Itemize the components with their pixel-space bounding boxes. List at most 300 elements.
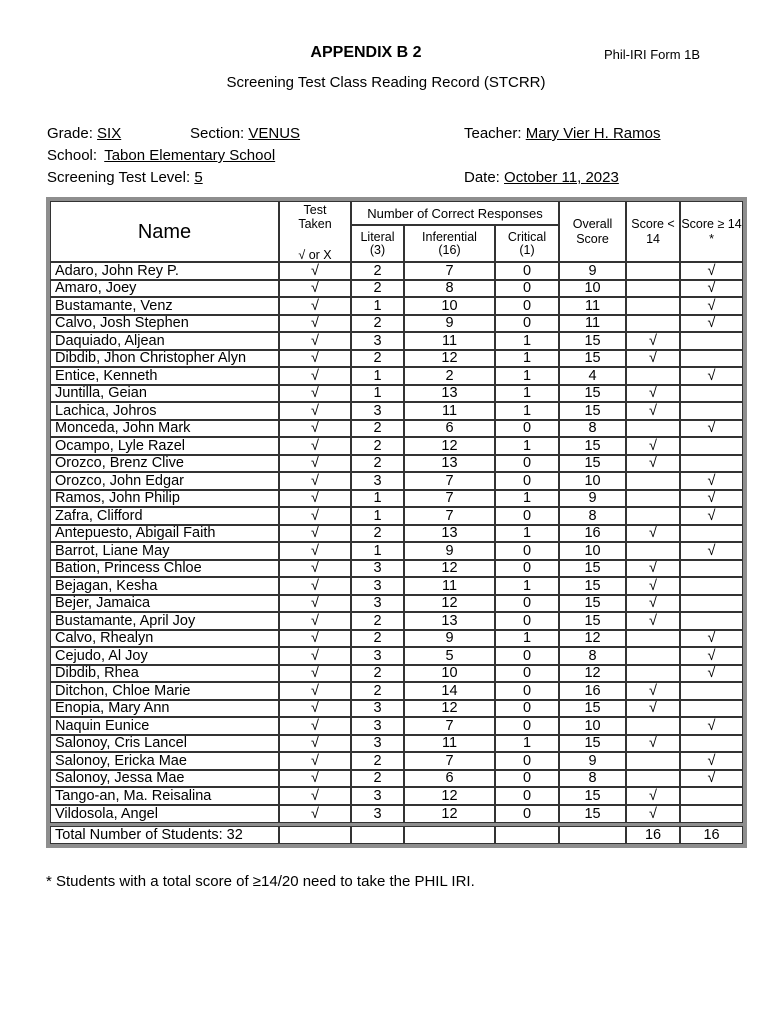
14-or-above-mark: √ [680, 490, 743, 508]
overall-score: 11 [559, 297, 626, 315]
critical-score: 0 [495, 595, 559, 613]
critical-score: 0 [495, 717, 559, 735]
reading-record-table-frame [46, 197, 747, 848]
table-row [50, 332, 743, 350]
table-row [50, 437, 743, 455]
below-14-mark: √ [626, 350, 680, 368]
overall-score: 15 [559, 455, 626, 473]
student-name: Antepuesto, Abigail Faith [50, 525, 279, 543]
below-14-mark [626, 280, 680, 298]
overall-score: 8 [559, 420, 626, 438]
overall-score-column-header: Overall Score [559, 201, 626, 262]
school-field [47, 147, 275, 164]
test-taken-mark: √ [279, 280, 351, 298]
literal-score: 2 [351, 262, 404, 280]
overall-score: 15 [559, 805, 626, 823]
inferential-score: 13 [404, 455, 495, 473]
below-14-mark: √ [626, 682, 680, 700]
14-or-above-mark: √ [680, 770, 743, 788]
literal-score: 3 [351, 700, 404, 718]
inferential-score: 9 [404, 315, 495, 333]
inferential-score: 10 [404, 665, 495, 683]
overall-score: 9 [559, 752, 626, 770]
table-row [50, 367, 743, 385]
inferential-max: (16) [438, 242, 461, 257]
level-label: Screening Test Level: [47, 169, 191, 186]
student-name: Bejagan, Kesha [50, 577, 279, 595]
table-row [50, 612, 743, 630]
below-14-mark [626, 420, 680, 438]
student-name: Orozco, John Edgar [50, 472, 279, 490]
critical-score: 0 [495, 542, 559, 560]
test-taken-mark: √ [279, 507, 351, 525]
inferential-score: 11 [404, 577, 495, 595]
total-students-label: Total Number of Students: 32 [50, 826, 279, 844]
overall-score: 9 [559, 262, 626, 280]
test-taken-mark: √ [279, 385, 351, 403]
test-taken-mark: √ [279, 525, 351, 543]
inferential-score: 10 [404, 297, 495, 315]
overall-score: 8 [559, 770, 626, 788]
section-label: Section: [190, 125, 245, 142]
test-taken-mark: √ [279, 332, 351, 350]
test-taken-mark: √ [279, 402, 351, 420]
test-taken-mark: √ [279, 770, 351, 788]
literal-column-header [351, 225, 404, 262]
inferential-score: 12 [404, 350, 495, 368]
critical-score: 0 [495, 560, 559, 578]
student-name: Amaro, Joey [50, 280, 279, 298]
literal-score: 1 [351, 542, 404, 560]
table-row [50, 560, 743, 578]
critical-score: 1 [495, 332, 559, 350]
total-cell-blank [495, 826, 559, 844]
14-or-above-mark: √ [680, 665, 743, 683]
below-14-mark [626, 315, 680, 333]
overall-score: 15 [559, 332, 626, 350]
14-or-above-mark [680, 612, 743, 630]
14-or-above-mark [680, 350, 743, 368]
below-14-mark [626, 472, 680, 490]
below-14-mark [626, 262, 680, 280]
literal-score: 2 [351, 752, 404, 770]
inferential-score: 8 [404, 280, 495, 298]
critical-score: 0 [495, 262, 559, 280]
critical-score: 0 [495, 787, 559, 805]
inferential-score: 7 [404, 472, 495, 490]
inferential-score: 7 [404, 490, 495, 508]
inferential-score: 14 [404, 682, 495, 700]
section-value: VENUS [248, 125, 301, 142]
student-name: Zafra, Clifford [50, 507, 279, 525]
student-name: Salonoy, Ericka Mae [50, 752, 279, 770]
below-14-mark: √ [626, 402, 680, 420]
table-row [50, 280, 743, 298]
table-row [50, 490, 743, 508]
overall-score: 15 [559, 402, 626, 420]
below-14-mark: √ [626, 577, 680, 595]
table-row [50, 507, 743, 525]
critical-score: 1 [495, 525, 559, 543]
below-14-mark [626, 717, 680, 735]
student-name: Bation, Princess Chloe [50, 560, 279, 578]
table-row [50, 385, 743, 403]
table-row [50, 542, 743, 560]
table-row [50, 577, 743, 595]
student-name: Juntilla, Geian [50, 385, 279, 403]
test-taken-mark: √ [279, 367, 351, 385]
literal-score: 3 [351, 560, 404, 578]
student-name: Entice, Kenneth [50, 367, 279, 385]
literal-score: 1 [351, 297, 404, 315]
14-or-above-mark: √ [680, 315, 743, 333]
14-or-above-mark [680, 560, 743, 578]
below-14-mark: √ [626, 455, 680, 473]
inferential-score: 12 [404, 787, 495, 805]
overall-score: 10 [559, 717, 626, 735]
test-taken-mark: √ [279, 630, 351, 648]
14-or-above-mark: √ [680, 280, 743, 298]
school-label: School: [47, 147, 98, 164]
reading-record-table [50, 201, 743, 844]
literal-score: 1 [351, 507, 404, 525]
student-name: Monceda, John Mark [50, 420, 279, 438]
table-row [50, 297, 743, 315]
below-14-mark: √ [626, 525, 680, 543]
test-taken-mark: √ [279, 700, 351, 718]
total-cell-blank [351, 826, 404, 844]
test-taken-mark: √ [279, 262, 351, 280]
overall-score: 9 [559, 490, 626, 508]
table-row [50, 665, 743, 683]
below-14-mark [626, 665, 680, 683]
test-taken-mark: √ [279, 420, 351, 438]
table-row [50, 262, 743, 280]
critical-score: 1 [495, 735, 559, 753]
test-taken-mark: √ [279, 490, 351, 508]
literal-score: 2 [351, 770, 404, 788]
table-row [50, 420, 743, 438]
table-row [50, 717, 743, 735]
critical-score: 0 [495, 612, 559, 630]
overall-score: 15 [559, 612, 626, 630]
test-taken-mark: √ [279, 665, 351, 683]
inferential-score: 11 [404, 332, 495, 350]
critical-column-header [495, 225, 559, 262]
inferential-score: 12 [404, 595, 495, 613]
overall-score: 10 [559, 280, 626, 298]
inferential-label: Inferential [422, 230, 477, 244]
table-row [50, 787, 743, 805]
test-taken-mark: √ [279, 350, 351, 368]
date-label: Date: [464, 169, 500, 186]
date-value: October 11, 2023 [504, 169, 619, 186]
grade-field [47, 125, 121, 142]
14-or-above-mark [680, 455, 743, 473]
table-row [50, 770, 743, 788]
table-row [50, 525, 743, 543]
student-name: Orozco, Brenz Clive [50, 455, 279, 473]
inferential-score: 7 [404, 262, 495, 280]
literal-score: 2 [351, 280, 404, 298]
inferential-score: 11 [404, 402, 495, 420]
below-14-mark [626, 490, 680, 508]
14-or-above-mark: √ [680, 647, 743, 665]
critical-score: 0 [495, 647, 559, 665]
14-or-above-mark: √ [680, 367, 743, 385]
literal-score: 2 [351, 315, 404, 333]
critical-score: 0 [495, 420, 559, 438]
inferential-score: 12 [404, 805, 495, 823]
inferential-score: 12 [404, 560, 495, 578]
test-taken-mark: √ [279, 437, 351, 455]
inferential-score: 2 [404, 367, 495, 385]
below-14-mark: √ [626, 332, 680, 350]
overall-score: 12 [559, 630, 626, 648]
14-or-above-mark [680, 577, 743, 595]
inferential-score: 7 [404, 752, 495, 770]
literal-score: 1 [351, 385, 404, 403]
critical-score: 0 [495, 665, 559, 683]
page-title: APPENDIX B 2 [310, 44, 422, 61]
table-row [50, 700, 743, 718]
critical-score: 0 [495, 507, 559, 525]
critical-score: 0 [495, 770, 559, 788]
total-below-14: 16 [626, 826, 680, 844]
table-row [50, 350, 743, 368]
literal-score: 2 [351, 612, 404, 630]
14-or-above-mark [680, 402, 743, 420]
inferential-score: 5 [404, 647, 495, 665]
critical-score: 0 [495, 280, 559, 298]
critical-score: 0 [495, 472, 559, 490]
page-subtitle: Screening Test Class Reading Record (STCRR) [226, 74, 546, 91]
table-row [50, 595, 743, 613]
total-row [50, 826, 743, 844]
overall-score: 11 [559, 315, 626, 333]
below-14-mark [626, 542, 680, 560]
overall-score: 15 [559, 700, 626, 718]
overall-score: 16 [559, 682, 626, 700]
overall-score: 15 [559, 787, 626, 805]
score-14-or-above-column-header: Score ≥ 14 * [680, 201, 743, 262]
level-value: 5 [194, 169, 203, 186]
inferential-score: 12 [404, 437, 495, 455]
critical-score: 1 [495, 577, 559, 595]
table-row [50, 647, 743, 665]
student-name: Lachica, Johros [50, 402, 279, 420]
student-name: Tango-an, Ma. Reisalina [50, 787, 279, 805]
test-taken-mark-legend: √ or X [298, 247, 332, 262]
inferential-score: 13 [404, 385, 495, 403]
critical-max: (1) [519, 242, 535, 257]
14-or-above-mark: √ [680, 717, 743, 735]
literal-score: 2 [351, 455, 404, 473]
test-taken-mark: √ [279, 577, 351, 595]
test-taken-mark: √ [279, 455, 351, 473]
inferential-score: 6 [404, 770, 495, 788]
14-or-above-mark: √ [680, 630, 743, 648]
overall-score: 10 [559, 472, 626, 490]
14-or-above-mark: √ [680, 542, 743, 560]
literal-score: 3 [351, 805, 404, 823]
overall-score: 15 [559, 577, 626, 595]
literal-score: 2 [351, 630, 404, 648]
14-or-above-mark [680, 332, 743, 350]
14-or-above-mark: √ [680, 507, 743, 525]
literal-max: (3) [369, 242, 386, 257]
literal-score: 1 [351, 490, 404, 508]
test-taken-mark: √ [279, 315, 351, 333]
critical-score: 1 [495, 385, 559, 403]
critical-score: 0 [495, 700, 559, 718]
literal-score: 2 [351, 682, 404, 700]
grade-value: SIX [97, 125, 122, 142]
school-value: Tabon Elementary School [104, 147, 276, 164]
test-taken-mark: √ [279, 612, 351, 630]
student-name: Calvo, Rhealyn [50, 630, 279, 648]
14-or-above-mark [680, 525, 743, 543]
teacher-label: Teacher: [464, 125, 522, 142]
overall-score: 15 [559, 350, 626, 368]
test-taken-mark: √ [279, 297, 351, 315]
total-cell-blank [404, 826, 495, 844]
critical-score: 0 [495, 315, 559, 333]
test-taken-mark: √ [279, 787, 351, 805]
literal-score: 2 [351, 350, 404, 368]
total-cell-blank [279, 826, 351, 844]
test-taken-mark: √ [279, 805, 351, 823]
inferential-score: 13 [404, 525, 495, 543]
literal-score: 3 [351, 332, 404, 350]
section-field [190, 125, 300, 142]
14-or-above-mark [680, 385, 743, 403]
critical-score: 0 [495, 682, 559, 700]
student-name: Ditchon, Chloe Marie [50, 682, 279, 700]
below-14-mark: √ [626, 437, 680, 455]
literal-score: 2 [351, 665, 404, 683]
footnote: * Students with a total score of ≥14/20 need to take the PHIL IRI. [46, 873, 475, 890]
test-taken-mark: √ [279, 717, 351, 735]
date-field [464, 169, 619, 186]
critical-score: 0 [495, 805, 559, 823]
literal-score: 1 [351, 367, 404, 385]
below-14-mark: √ [626, 805, 680, 823]
overall-score: 10 [559, 542, 626, 560]
below-14-mark: √ [626, 735, 680, 753]
14-or-above-mark: √ [680, 420, 743, 438]
test-taken-mark: √ [279, 735, 351, 753]
below-14-mark [626, 752, 680, 770]
overall-score: 15 [559, 595, 626, 613]
literal-score: 3 [351, 402, 404, 420]
literal-score: 3 [351, 472, 404, 490]
test-taken-mark: √ [279, 542, 351, 560]
literal-score: 2 [351, 437, 404, 455]
critical-score: 0 [495, 752, 559, 770]
critical-score: 1 [495, 437, 559, 455]
below-14-mark: √ [626, 385, 680, 403]
critical-score: 0 [495, 297, 559, 315]
grade-label: Grade: [47, 125, 93, 142]
student-name: Vildosola, Angel [50, 805, 279, 823]
below-14-mark [626, 630, 680, 648]
name-column-header: Name [50, 201, 279, 262]
teacher-value: Mary Vier H. Ramos [525, 125, 661, 142]
student-name: Daquiado, Aljean [50, 332, 279, 350]
total-14-or-above: 16 [680, 826, 743, 844]
critical-score: 0 [495, 455, 559, 473]
14-or-above-mark [680, 805, 743, 823]
inferential-score: 9 [404, 542, 495, 560]
overall-score: 8 [559, 507, 626, 525]
inferential-score: 13 [404, 612, 495, 630]
student-name: Bustamante, Venz [50, 297, 279, 315]
below-14-mark: √ [626, 612, 680, 630]
table-row [50, 630, 743, 648]
14-or-above-mark: √ [680, 262, 743, 280]
student-name: Salonoy, Jessa Mae [50, 770, 279, 788]
student-name: Bustamante, April Joy [50, 612, 279, 630]
14-or-above-mark [680, 787, 743, 805]
critical-score: 1 [495, 402, 559, 420]
critical-score: 1 [495, 630, 559, 648]
14-or-above-mark [680, 595, 743, 613]
overall-score: 12 [559, 665, 626, 683]
student-name: Ocampo, Lyle Razel [50, 437, 279, 455]
inferential-column-header [404, 225, 495, 262]
14-or-above-mark: √ [680, 297, 743, 315]
table-row [50, 805, 743, 823]
table-row [50, 402, 743, 420]
overall-score: 4 [559, 367, 626, 385]
below-14-mark [626, 770, 680, 788]
level-field [47, 169, 203, 186]
14-or-above-mark [680, 682, 743, 700]
test-taken-mark: √ [279, 647, 351, 665]
critical-score: 1 [495, 490, 559, 508]
student-name: Dibdib, Jhon Christopher Alyn [50, 350, 279, 368]
student-name: Barrot, Liane May [50, 542, 279, 560]
table-row [50, 682, 743, 700]
overall-score: 15 [559, 437, 626, 455]
student-rows [50, 262, 743, 823]
critical-label: Critical [507, 230, 547, 244]
total-cell-blank [559, 826, 626, 844]
test-taken-column-header [279, 201, 351, 262]
overall-score: 15 [559, 560, 626, 578]
14-or-above-mark: √ [680, 752, 743, 770]
student-name: Dibdib, Rhea [50, 665, 279, 683]
critical-score: 1 [495, 367, 559, 385]
14-or-above-mark: √ [680, 472, 743, 490]
test-taken-mark: √ [279, 752, 351, 770]
student-name: Enopia, Mary Ann [50, 700, 279, 718]
below-14-mark [626, 297, 680, 315]
teacher-field [464, 125, 660, 142]
test-taken-mark: √ [279, 472, 351, 490]
overall-score: 15 [559, 735, 626, 753]
below-14-mark: √ [626, 700, 680, 718]
test-taken-mark: √ [279, 682, 351, 700]
student-name: Salonoy, Cris Lancel [50, 735, 279, 753]
student-name: Bejer, Jamaica [50, 595, 279, 613]
critical-score: 1 [495, 350, 559, 368]
literal-score: 3 [351, 787, 404, 805]
student-name: Ramos, John Philip [50, 490, 279, 508]
overall-score: 8 [559, 647, 626, 665]
student-name: Naquin Eunice [50, 717, 279, 735]
